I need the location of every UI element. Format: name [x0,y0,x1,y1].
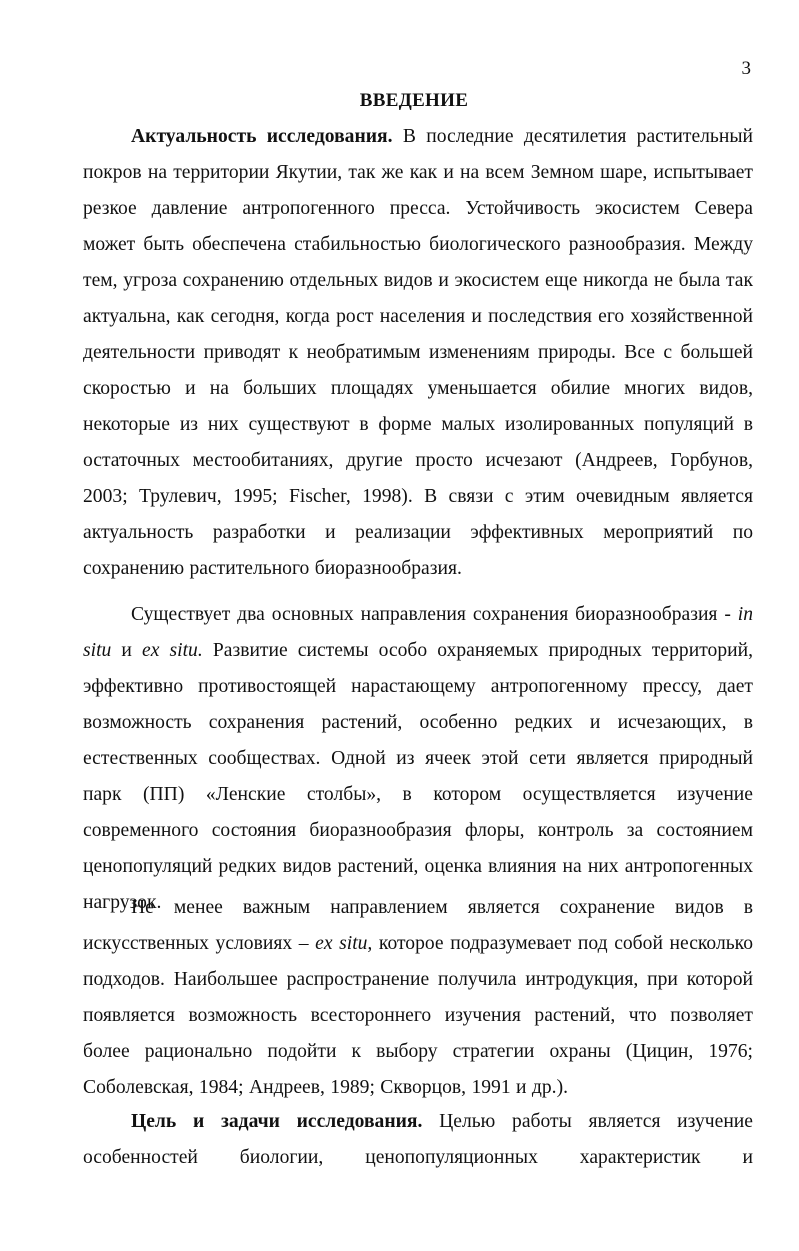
italic-term: ex situ, [315,933,373,954]
paragraph-text: Не менее важным направлением является сохранение видов в искусственных условиях – [83,897,753,954]
paragraph-ex-situ [83,890,753,1106]
section-heading: ВВЕДЕНИЕ [359,90,469,111]
paragraph-text: Целью работы является изучение особенностей биологии, ценопопуляционных характеристик и [83,1111,753,1168]
paragraph-text: которое подразумевает под собой несколько подходов. Наибольшее распространение получила интродукция, при которой появляется возможность всестороннего изучения растений, что позволяет более рационально подойти к выбору стратегии охраны (Цицин, 1976; Соболевская, 1984; Андреев, 1989; Скворцов, 1991 и др.). [83,933,753,1098]
italic-term: in situ [83,604,753,661]
paragraph-text: В последние десятилетия растительный покров на территории Якутии, так же как и на всем Земном шаре, испытывает резкое давление антропогенного пресса. Устойчивость экосистем Севера может быть обеспечена стабильностью биологического разнообразия. Между тем, угроза сохранению отдельных видов и экосистем еще никогда не была так актуальна, как сегодня, когда рост населения и последствия его хозяйственной деятельности приводят к необратимым изменениям природы. Все с большей скоростью и на больших площадях уменьшается обилие многих видов, некоторые из них существуют в форме малых изолированных популяций в остаточных местообитаниях, другие просто исчезают (Андреев, Горбунов, 2003; Трулевич, 1995; Fischer, 1998). В связи с этим очевидным является актуальность разработки и реализации эффективных мероприятий по сохранению растительного биоразнообразия. [83,126,753,579]
italic-term: ex situ. [142,640,203,661]
paragraph-goals [83,1104,753,1176]
paragraph-relevance [83,119,753,587]
paragraph-text: и [111,640,143,661]
paragraph-lead: Цель и задачи исследования. [131,1111,423,1132]
paragraph-lead: Актуальность исследования. [131,126,393,147]
paragraph-text: Развитие системы особо охраняемых природных территорий, эффективно противостоящей нарастающему антропогенному прессу, дает возможность сохранения растений, особенно редких и исчезающих, в естественных сообществах. Одной из ячеек этой сети является природный парк (ПП) «Ленские столбы», в котором осуществляется изучение современного состояния биоразнообразия флоры, контроль за состоянием ценопопуляций редких видов растений, оценка влияния на них антропогенных нагрузок. [83,640,753,913]
page-number: 3 [741,58,751,79]
paragraph-conservation-directions [83,597,753,921]
paragraph-text: Существует два основных направления сохранения биоразнообразия - [131,604,738,625]
